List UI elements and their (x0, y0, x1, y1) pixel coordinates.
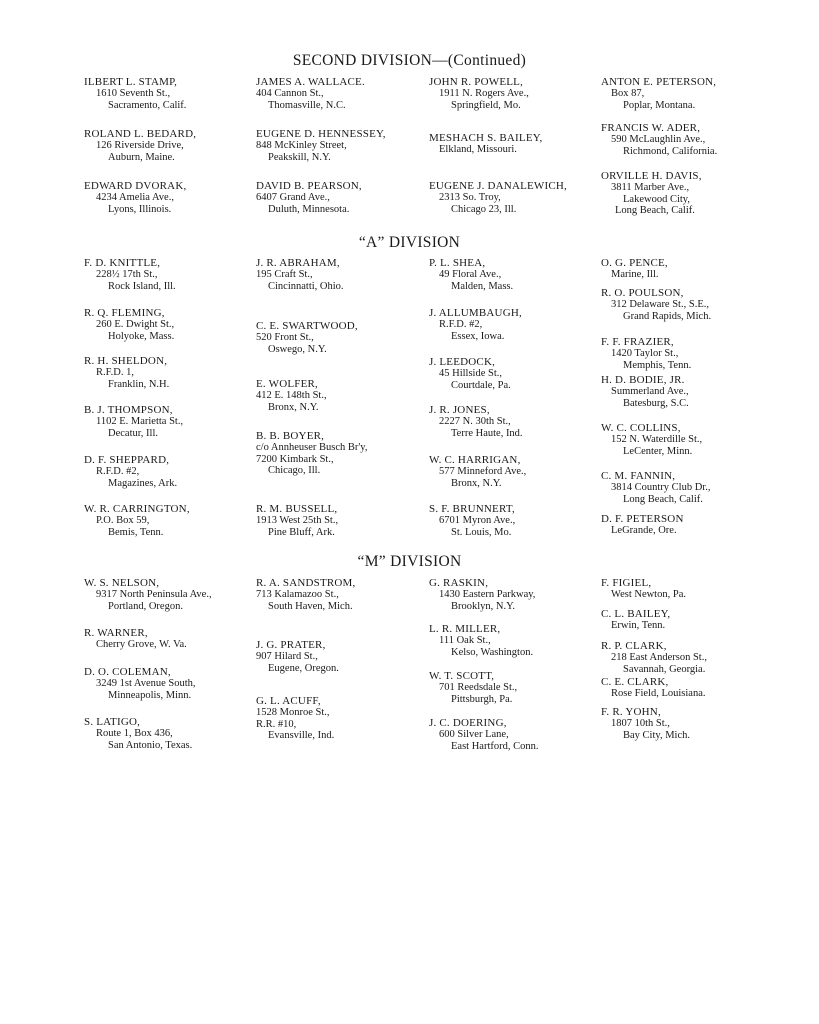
address-line: Chicago, Ill. (268, 465, 321, 476)
member-name: L. R. MILLER, (429, 623, 501, 635)
address-line: 2227 N. 30th St., (439, 416, 511, 427)
member-name: J. LEEDOCK, (429, 356, 496, 368)
address-line: 126 Riverside Drive, (96, 140, 184, 151)
address-line: Essex, Iowa. (451, 330, 505, 342)
member-name: F. R. YOHN, (601, 706, 661, 718)
address-line: Richmond, California. (623, 145, 718, 157)
member-name: R. Q. FLEMING, (84, 307, 165, 319)
roster-entry (84, 666, 196, 701)
address-line: Batesburg, S.C. (623, 397, 689, 409)
roster-entry (84, 627, 187, 651)
address-line: 2313 So. Troy, (439, 192, 501, 203)
address-line: 590 McLaughlin Ave., (611, 134, 706, 145)
roster-entry (601, 577, 686, 601)
member-name: J. R. ABRAHAM, (256, 257, 340, 269)
roster-entry (84, 76, 186, 111)
member-name: ILBERT L. STAMP, (84, 76, 178, 88)
member-name: W. T. SCOTT, (429, 670, 495, 682)
member-name: DAVID B. PEARSON, (256, 180, 362, 192)
roster-entry (601, 640, 707, 675)
address-line: Auburn, Maine. (108, 151, 175, 163)
roster-entry (601, 170, 702, 217)
address-line: Decatur, Ill. (108, 427, 159, 439)
member-name: W. R. CARRINGTON, (84, 503, 190, 515)
address-line: Sacramento, Calif. (108, 99, 187, 111)
member-name: S. F. BRUNNERT, (429, 503, 515, 515)
address-line: Lakewood City, (623, 193, 690, 205)
address-line: 3249 1st Avenue South, (96, 678, 196, 689)
roster-entry (429, 503, 515, 538)
roster-entry (256, 257, 344, 292)
address-line: Savannah, Georgia. (623, 663, 706, 675)
address-line: Poplar, Montana. (623, 99, 696, 111)
address-line: South Haven, Mich. (268, 600, 353, 612)
member-name: R. M. BUSSELL, (256, 503, 338, 515)
address-line: R.R. #10, (256, 718, 297, 730)
address-line: Duluth, Minnesota. (268, 203, 350, 215)
address-line: 1913 West 25th St., (256, 515, 339, 526)
address-line: 577 Minneford Ave., (439, 466, 527, 477)
address-line: LeCenter, Minn. (623, 445, 693, 457)
roster-entry (84, 355, 169, 390)
roster-entry (429, 76, 529, 111)
roster-entry (256, 430, 367, 477)
member-name: ANTON E. PETERSON, (601, 76, 717, 88)
roster-entry (429, 257, 513, 292)
roster-entry (84, 716, 192, 751)
roster-entry (84, 307, 174, 342)
member-name: R. P. CLARK, (601, 640, 667, 652)
roster-entry (601, 257, 668, 281)
address-line: Springfield, Mo. (451, 99, 521, 111)
address-line: Bay City, Mich. (623, 729, 690, 741)
member-name: C. E. CLARK, (601, 676, 669, 688)
member-name: B. J. THOMPSON, (84, 404, 173, 416)
roster-entry (429, 577, 535, 612)
roster-entry (84, 257, 176, 292)
heading-m-division: “M” DIVISION (357, 553, 462, 570)
address-line: Rose Field, Louisiana. (611, 688, 706, 699)
address-line: 1610 Seventh St., (96, 88, 171, 99)
address-line: 1102 E. Marietta St., (96, 416, 184, 427)
address-line: 907 Hilard St., (256, 651, 318, 662)
member-name: ROLAND L. BEDARD, (84, 128, 197, 140)
roster-entry (601, 287, 711, 322)
address-line: Bronx, N.Y. (268, 401, 319, 413)
address-line: Memphis, Tenn. (623, 359, 692, 371)
roster-entry (84, 503, 190, 538)
roster-entry (429, 356, 511, 391)
member-name: F. D. KNITTLE, (84, 257, 161, 269)
roster-entry (429, 307, 522, 342)
member-name: D. F. SHEPPARD, (84, 454, 170, 466)
address-line: 7200 Kimbark St., (256, 453, 334, 465)
address-line: 218 East Anderson St., (611, 652, 707, 663)
address-line: R.F.D. #2, (96, 466, 140, 477)
roster-entry (601, 513, 684, 537)
roster-entry (429, 132, 542, 156)
address-line: Evansville, Ind. (268, 730, 335, 741)
address-line: 45 Hillside St., (439, 368, 503, 379)
roster-entry (256, 378, 327, 413)
roster-entry (256, 180, 362, 215)
address-line: Long Beach, Calif. (623, 493, 703, 505)
address-line: 1430 Eastern Parkway, (439, 589, 536, 600)
roster-entry (601, 374, 689, 409)
roster-entry (84, 180, 186, 215)
address-line: Bemis, Tenn. (108, 526, 164, 538)
member-name: J. G. PRATER, (256, 639, 326, 651)
address-line: 1528 Monroe St., (256, 707, 330, 718)
address-line: Franklin, N.H. (108, 378, 170, 390)
member-name: C. L. BAILEY, (601, 608, 671, 620)
member-name: O. G. PENCE, (601, 257, 668, 269)
address-line: Long Beach, Calif. (615, 205, 695, 216)
address-line: Chicago 23, Ill. (451, 203, 517, 215)
roster-entry (601, 470, 710, 505)
address-line: St. Louis, Mo. (451, 526, 512, 538)
address-line: 6701 Myron Ave., (439, 515, 516, 526)
member-name: EDWARD DVORAK, (84, 180, 187, 192)
address-line: Route 1, Box 436, (96, 728, 173, 739)
member-name: MESHACH S. BAILEY, (429, 132, 543, 144)
address-line: P.O. Box 59, (96, 515, 150, 526)
address-line: 3814 Country Club Dr., (611, 482, 711, 493)
roster-entry (256, 128, 386, 163)
address-line: West Newton, Pa. (611, 589, 686, 600)
address-line: 228½ 17th St., (96, 269, 158, 280)
roster-entry (601, 706, 690, 741)
address-line: 152 N. Waterdille St., (611, 434, 703, 445)
member-name: EUGENE D. HENNESSEY, (256, 128, 386, 140)
member-name: J. ALLUMBAUGH, (429, 307, 522, 319)
member-name: S. LATIGO, (84, 716, 141, 728)
address-line: 404 Cannon St., (256, 88, 324, 99)
member-name: J. R. JONES, (429, 404, 490, 416)
member-name: W. S. NELSON, (84, 577, 160, 589)
member-name: C. M. FANNIN, (601, 470, 676, 482)
address-line: East Hartford, Conn. (451, 740, 539, 752)
address-line: Thomasville, N.C. (268, 99, 346, 111)
member-name: R. O. POULSON, (601, 287, 684, 299)
member-name: ORVILLE H. DAVIS, (601, 170, 702, 182)
roster-entry (601, 676, 706, 700)
address-line: Lyons, Illinois. (108, 203, 172, 215)
address-line: Grand Rapids, Mich. (623, 310, 712, 322)
address-line: Box 87, (611, 88, 645, 99)
address-line: 520 Front St., (256, 332, 314, 343)
address-line: R.F.D. #2, (439, 319, 483, 330)
member-name: R. WARNER, (84, 627, 148, 639)
member-name: JAMES A. WALLACE. (256, 76, 365, 88)
heading-second-division: SECOND DIVISION—(Continued) (292, 52, 527, 69)
address-line: Brooklyn, N.Y. (451, 600, 515, 612)
address-line: 1911 N. Rogers Ave., (439, 88, 529, 99)
roster-entry (84, 404, 183, 439)
member-name: C. E. SWARTWOOD, (256, 320, 358, 332)
address-line: 412 E. 148th St., (256, 390, 327, 401)
address-line: 600 Silver Lane, (439, 729, 509, 740)
address-line: R.F.D. 1, (96, 367, 134, 378)
address-line: Holyoke, Mass. (108, 330, 175, 342)
address-line: Rock Island, Ill. (108, 280, 176, 292)
address-line: LeGrande, Ore. (611, 525, 677, 536)
member-name: D. O. COLEMAN, (84, 666, 171, 678)
address-line: 312 Delaware St., S.E., (611, 299, 709, 310)
roster-entry (429, 454, 526, 489)
member-name: R. H. SHELDON, (84, 355, 168, 367)
address-line: 1807 10th St., (611, 718, 670, 729)
address-line: Magazines, Ark. (108, 477, 178, 489)
address-line: Marine, Ill. (611, 269, 659, 280)
roster-entry (429, 717, 538, 752)
address-line: 848 McKinley Street, (256, 140, 347, 151)
roster-entry (601, 336, 691, 371)
member-name: G. RASKIN, (429, 577, 489, 589)
roster-entry (256, 639, 339, 674)
roster-entry (601, 608, 670, 632)
member-name: G. L. ACUFF, (256, 695, 321, 707)
member-name: H. D. BODIE, JR. (601, 374, 685, 386)
roster-entry (429, 180, 567, 215)
address-line: c/o Annheuser Busch Br'y, (256, 442, 368, 453)
address-line: 111 Oak St., (439, 635, 491, 646)
address-line: Oswego, N.Y. (268, 343, 327, 355)
address-line: Malden, Mass. (451, 280, 514, 292)
member-name: E. WOLFER, (256, 378, 318, 390)
address-line: Bronx, N.Y. (451, 477, 502, 489)
member-name: P. L. SHEA, (429, 257, 486, 269)
address-line: Peakskill, N.Y. (268, 151, 331, 163)
address-line: Cherry Grove, W. Va. (96, 639, 187, 650)
address-line: 49 Floral Ave., (439, 269, 502, 280)
roster-entry (429, 404, 523, 439)
member-name: F. FIGIEL, (601, 577, 652, 589)
roster-entry (256, 695, 334, 742)
address-line: 260 E. Dwight St., (96, 319, 175, 330)
roster-entry (256, 320, 358, 355)
roster-entry (601, 122, 717, 157)
member-name: R. A. SANDSTROM, (256, 577, 356, 589)
address-line: Minneapolis, Minn. (108, 689, 192, 701)
address-line: San Antonio, Texas. (108, 739, 193, 751)
address-line: Summerland Ave., (611, 386, 689, 397)
roster-entry (84, 128, 196, 163)
address-line: 701 Reedsdale St., (439, 682, 518, 693)
member-name: FRANCIS W. ADER, (601, 122, 701, 134)
address-line: 713 Kalamazoo St., (256, 589, 339, 600)
address-line: Pittsburgh, Pa. (451, 693, 513, 705)
member-name: F. F. FRAZIER, (601, 336, 674, 348)
address-line: 4234 Amelia Ave., (96, 192, 174, 203)
address-line: 195 Craft St., (256, 269, 313, 280)
address-line: 9317 North Peninsula Ave., (96, 589, 212, 600)
member-name: J. C. DOERING, (429, 717, 507, 729)
roster-entry (256, 503, 338, 538)
member-name: EUGENE J. DANALEWICH, (429, 180, 568, 192)
member-name: W. C. COLLINS, (601, 422, 681, 434)
address-line: Eugene, Oregon. (268, 662, 339, 674)
member-name: D. F. PETERSON (601, 513, 684, 525)
member-name: W. C. HARRIGAN, (429, 454, 521, 466)
address-line: 6407 Grand Ave., (256, 192, 330, 203)
roster-entry (429, 623, 533, 658)
address-line: Portland, Oregon. (108, 600, 183, 612)
roster-entry (429, 670, 517, 705)
roster-entry (84, 577, 212, 612)
roster-entry (601, 76, 716, 111)
roster-entry (256, 76, 365, 111)
address-line: 3811 Marber Ave., (611, 182, 690, 193)
address-line: Erwin, Tenn. (611, 620, 666, 631)
roster-entry (601, 422, 702, 457)
address-line: Courtdale, Pa. (451, 379, 511, 391)
roster-entry (256, 577, 355, 612)
address-line: Kelso, Washington. (451, 646, 534, 658)
address-line: Elkland, Missouri. (439, 144, 517, 155)
address-line: 1420 Taylor St., (611, 348, 679, 359)
roster-entry (84, 454, 177, 489)
member-name: B. B. BOYER, (256, 430, 325, 442)
member-name: JOHN R. POWELL, (429, 76, 524, 88)
address-line: Cincinnatti, Ohio. (268, 280, 344, 292)
address-line: Terre Haute, Ind. (451, 427, 523, 439)
address-line: Pine Bluff, Ark. (268, 526, 335, 538)
heading-a-division: “A” DIVISION (358, 234, 461, 251)
